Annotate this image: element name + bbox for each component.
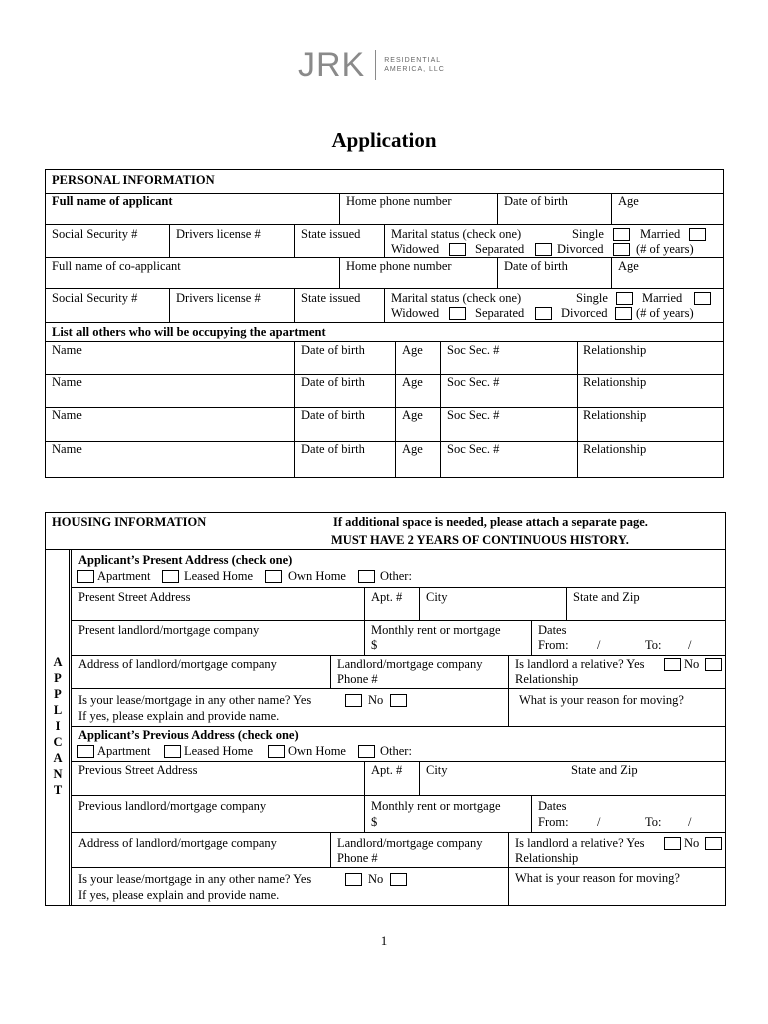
others-header: List all others who will be occupying the apartment [52, 325, 326, 339]
logo-subtitle [384, 56, 445, 74]
previous-own-label: Own Home [288, 744, 346, 758]
previous-landlord-phone-label-1: Landlord/mortgage company [337, 836, 483, 850]
present-rent-label: Monthly rent or mortgage [371, 623, 501, 637]
previous-lease-no-label: No [368, 872, 384, 886]
coapplicant-married-label: Married [642, 291, 683, 305]
occupant-2-age-label: Age [402, 375, 423, 389]
applicant-years-label: (# of years) [636, 242, 694, 256]
present-street-label: Present Street Address [78, 590, 191, 604]
applicant-age-label: Age [618, 194, 639, 208]
page-title: Application [331, 128, 437, 152]
previous-other-checkbox[interactable] [358, 745, 375, 758]
occupant-2-ssn-label: Soc Sec. # [447, 375, 500, 389]
coapplicant-dob-label: Date of birth [504, 259, 568, 273]
coapplicant-married-checkbox[interactable] [694, 292, 711, 305]
present-lease-no-checkbox[interactable] [390, 694, 407, 707]
present-lease-name-question: Is your lease/mortgage in any other name? Yes [78, 693, 312, 707]
previous-address-title: Applicant’s Previous Address (check one) [78, 728, 299, 742]
present-lease-yes-checkbox[interactable] [345, 694, 362, 707]
housing-note-1: If additional space is needed, please attach a separate page. [333, 515, 648, 529]
present-leased-label: Leased Home [184, 569, 254, 583]
coapplicant-ssn-label: Social Security # [52, 291, 138, 305]
previous-apartment-label: Apartment [97, 744, 151, 758]
present-to-label: To: [645, 638, 662, 652]
coapplicant-age-label: Age [618, 259, 639, 273]
previous-rent-label: Monthly rent or mortgage [371, 799, 501, 813]
previous-relative-no-checkbox[interactable] [705, 837, 722, 850]
coapplicant-license-label: Drivers license # [176, 291, 261, 305]
vertical-letter: A [53, 655, 63, 669]
occupant-3-age-label: Age [402, 408, 423, 422]
previous-apt-label: Apt. # [371, 763, 403, 777]
occupant-1-relationship-label: Relationship [583, 343, 647, 357]
occupant-1-age-label: Age [402, 343, 423, 357]
previous-street-label: Previous Street Address [78, 763, 198, 777]
previous-relative-yes-checkbox[interactable] [664, 837, 681, 850]
page-number: 1 [380, 933, 388, 948]
coapplicant-state-label: State issued [301, 291, 361, 305]
coapplicant-phone-label: Home phone number [346, 259, 452, 273]
logo-line-1: RESIDENTIAL [384, 56, 442, 64]
occupant-3-name-label: Name [52, 408, 82, 422]
occupant-4-ssn-label: Soc Sec. # [447, 442, 500, 456]
present-leased-checkbox[interactable] [162, 570, 179, 583]
present-city-label: City [426, 590, 448, 604]
previous-lease-no-checkbox[interactable] [390, 873, 407, 886]
present-apt-label: Apt. # [371, 590, 403, 604]
vertical-letter: C [53, 735, 63, 749]
present-landlord-phone-label-1: Landlord/mortgage company [337, 657, 483, 671]
previous-other-label: Other: [380, 744, 412, 758]
occupant-3-relationship-label: Relationship [583, 408, 647, 422]
present-explain-label: If yes, please explain and provide name. [78, 709, 280, 723]
present-relative-no-label: No [684, 657, 700, 671]
present-state-zip-label: State and Zip [573, 590, 640, 604]
occupant-2-dob-label: Date of birth [301, 375, 365, 389]
previous-to-slash: / [688, 815, 692, 829]
present-from-slash: / [597, 638, 601, 652]
previous-from-slash: / [597, 815, 601, 829]
present-relative-question: Is landlord a relative? Yes [515, 657, 645, 671]
logo-separator [375, 50, 376, 80]
occupant-1-dob-label: Date of birth [301, 343, 365, 357]
occupant-3-ssn-label: Soc Sec. # [447, 408, 500, 422]
applicant-ssn-label: Social Security # [52, 227, 138, 241]
present-relationship-label: Relationship [515, 672, 579, 686]
present-to-slash: / [688, 638, 692, 652]
present-apartment-checkbox[interactable] [77, 570, 94, 583]
applicant-divorced-label: Divorced [557, 242, 604, 256]
applicant-license-label: Drivers license # [176, 227, 261, 241]
applicant-marital-label: Marital status (check one) [391, 227, 522, 241]
occupant-1-name-label: Name [52, 343, 82, 357]
housing-info-header: HOUSING INFORMATION [52, 515, 207, 529]
present-own-label: Own Home [288, 569, 346, 583]
occupant-4-age-label: Age [402, 442, 423, 456]
occupant-1-ssn-label: Soc Sec. # [447, 343, 500, 357]
coapplicant-marital-label: Marital status (check one) [391, 291, 522, 305]
coapplicant-separated-label: Separated [475, 306, 525, 320]
company-logo [298, 48, 445, 82]
vertical-letter: I [55, 719, 61, 733]
applicant-single-checkbox[interactable] [613, 228, 630, 241]
coapplicant-widowed-checkbox[interactable] [449, 307, 466, 320]
previous-state-zip-label: State and Zip [571, 763, 638, 777]
vertical-letter: P [54, 671, 62, 685]
applicant-phone-label: Home phone number [346, 194, 452, 208]
previous-landlord-address-label: Address of landlord/mortgage company [78, 836, 277, 850]
present-landlord-label: Present landlord/mortgage company [78, 623, 260, 637]
applicant-name-label: Full name of applicant [52, 194, 173, 208]
previous-landlord-label: Previous landlord/mortgage company [78, 799, 267, 813]
coapplicant-divorced-checkbox[interactable] [615, 307, 632, 320]
logo-line-2: AMERICA, LLC [384, 66, 445, 73]
vertical-letter: T [53, 783, 63, 797]
coapplicant-single-label: Single [576, 291, 608, 305]
coapplicant-widowed-label: Widowed [391, 306, 440, 320]
occupant-2-relationship-label: Relationship [583, 375, 647, 389]
applicant-single-label: Single [572, 227, 604, 241]
present-apartment-label: Apartment [97, 569, 151, 583]
applicant-widowed-label: Widowed [391, 242, 440, 256]
previous-own-checkbox[interactable] [268, 745, 285, 758]
personal-info-header: PERSONAL INFORMATION [52, 173, 215, 187]
applicant-vertical-label [47, 654, 69, 798]
present-address-title: Applicant’s Present Address (check one) [78, 553, 293, 567]
present-reason-moving-label: What is your reason for moving? [519, 693, 684, 707]
present-rent-dollar: $ [371, 638, 378, 652]
personal-info-section [45, 169, 724, 478]
previous-lease-name-question: Is your lease/mortgage in any other name? Yes [78, 872, 312, 886]
vertical-letter: P [54, 687, 62, 701]
present-dates-label: Dates [538, 623, 567, 637]
previous-from-label: From: [538, 815, 569, 829]
previous-to-label: To: [645, 815, 662, 829]
applicant-widowed-checkbox[interactable] [449, 243, 466, 256]
applicant-separated-label: Separated [475, 242, 525, 256]
vertical-letter: A [53, 751, 63, 765]
applicant-dob-label: Date of birth [504, 194, 568, 208]
logo-mark: JRK [298, 46, 366, 84]
occupant-3-dob-label: Date of birth [301, 408, 365, 422]
previous-relationship-label: Relationship [515, 851, 579, 865]
present-relative-yes-checkbox[interactable] [664, 658, 681, 671]
previous-rent-dollar: $ [371, 815, 378, 829]
present-other-label: Other: [380, 569, 412, 583]
previous-lease-yes-checkbox[interactable] [345, 873, 362, 886]
coapplicant-divorced-label: Divorced [561, 306, 608, 320]
occupant-4-name-label: Name [52, 442, 82, 456]
occupant-2-name-label: Name [52, 375, 82, 389]
previous-reason-moving-label: What is your reason for moving? [515, 871, 680, 885]
applicant-married-checkbox[interactable] [689, 228, 706, 241]
previous-city-label: City [426, 763, 448, 777]
previous-dates-label: Dates [538, 799, 567, 813]
occupant-4-dob-label: Date of birth [301, 442, 365, 456]
coapplicant-single-checkbox[interactable] [616, 292, 633, 305]
present-lease-no-label: No [368, 693, 384, 707]
applicant-married-label: Married [640, 227, 681, 241]
vertical-letter: L [53, 703, 63, 717]
applicant-divorced-checkbox[interactable] [613, 243, 630, 256]
previous-relative-no-label: No [684, 836, 700, 850]
present-landlord-phone-label-2: Phone # [337, 672, 378, 686]
present-relative-no-checkbox[interactable] [705, 658, 722, 671]
previous-leased-label: Leased Home [184, 744, 254, 758]
previous-explain-label: If yes, please explain and provide name. [78, 888, 280, 902]
previous-relative-question: Is landlord a relative? Yes [515, 836, 645, 850]
present-from-label: From: [538, 638, 569, 652]
occupant-4-relationship-label: Relationship [583, 442, 647, 456]
previous-landlord-phone-label-2: Phone # [337, 851, 378, 865]
applicant-separated-checkbox[interactable] [535, 243, 552, 256]
present-landlord-address-label: Address of landlord/mortgage company [78, 657, 277, 671]
present-other-checkbox[interactable] [358, 570, 375, 583]
applicant-state-label: State issued [301, 227, 361, 241]
coapplicant-years-label: (# of years) [636, 306, 694, 320]
previous-apartment-checkbox[interactable] [77, 745, 94, 758]
housing-note-2: MUST HAVE 2 YEARS OF CONTINUOUS HISTORY. [331, 533, 629, 547]
present-own-checkbox[interactable] [265, 570, 282, 583]
previous-leased-checkbox[interactable] [164, 745, 181, 758]
coapplicant-separated-checkbox[interactable] [535, 307, 552, 320]
vertical-letter: N [53, 767, 63, 781]
coapplicant-name-label: Full name of co-applicant [52, 259, 181, 273]
